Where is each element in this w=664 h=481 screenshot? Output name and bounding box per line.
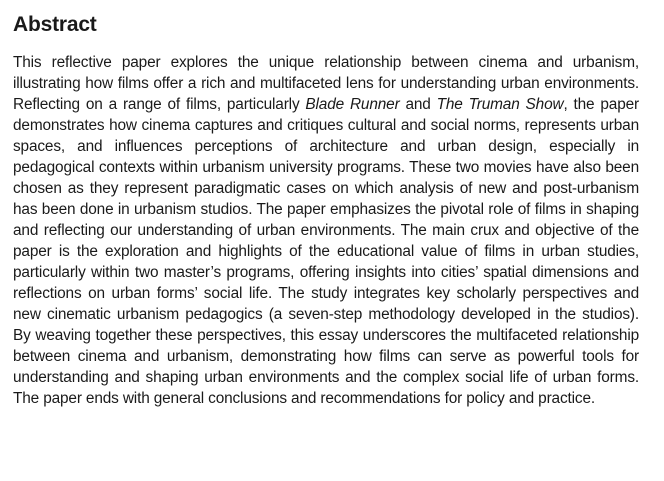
- abstract-text-segment: This reflective paper explores the unique relationship between cinema and urbanism, illustrating how films offer a rich and multifaceted lens for understanding urban environments. Reflecting on a range of films, particularly: [13, 54, 639, 113]
- film-title-blade-runner: Blade Runner: [305, 96, 400, 113]
- abstract-heading: Abstract: [13, 13, 97, 36]
- abstract-section: [13, 10, 639, 409]
- abstract-body: [13, 52, 639, 409]
- abstract-text-segment: , the paper demonstrates how cinema captures and critiques cultural and social norms, represents urban spaces, and influences perceptions of architecture and urban design, especially in pedagogical contexts within urbanism university programs. These two movies have also been chosen as they represent paradigmatic cases on which analysis of new and post-urbanism has been done in urbanism studios. The paper emphasizes the pivotal role of films in shaping and reflecting our understanding of urban environments. The main crux and objective of the paper is the exploration and highlights of the educational value of films in urban studies, particularly within two master’s programs, offering insights into cities’ spatial dimensions and reflections on urban forms’ social life. The study integrates key scholarly perspectives and new cinematic urbanism pedagogics (a seven-step methodology developed in the studios). By weaving together these perspectives, this essay underscores the multifaceted relationship between cinema and urbanism, demonstrating how films can serve as powerful tools for understanding and shaping urban environments and the complex social life of urban forms. The paper ends with general conclusions and recommendations for policy and practice.: [13, 96, 639, 407]
- abstract-text-segment: and: [399, 96, 437, 113]
- film-title-truman-show: The Truman Show: [436, 96, 564, 113]
